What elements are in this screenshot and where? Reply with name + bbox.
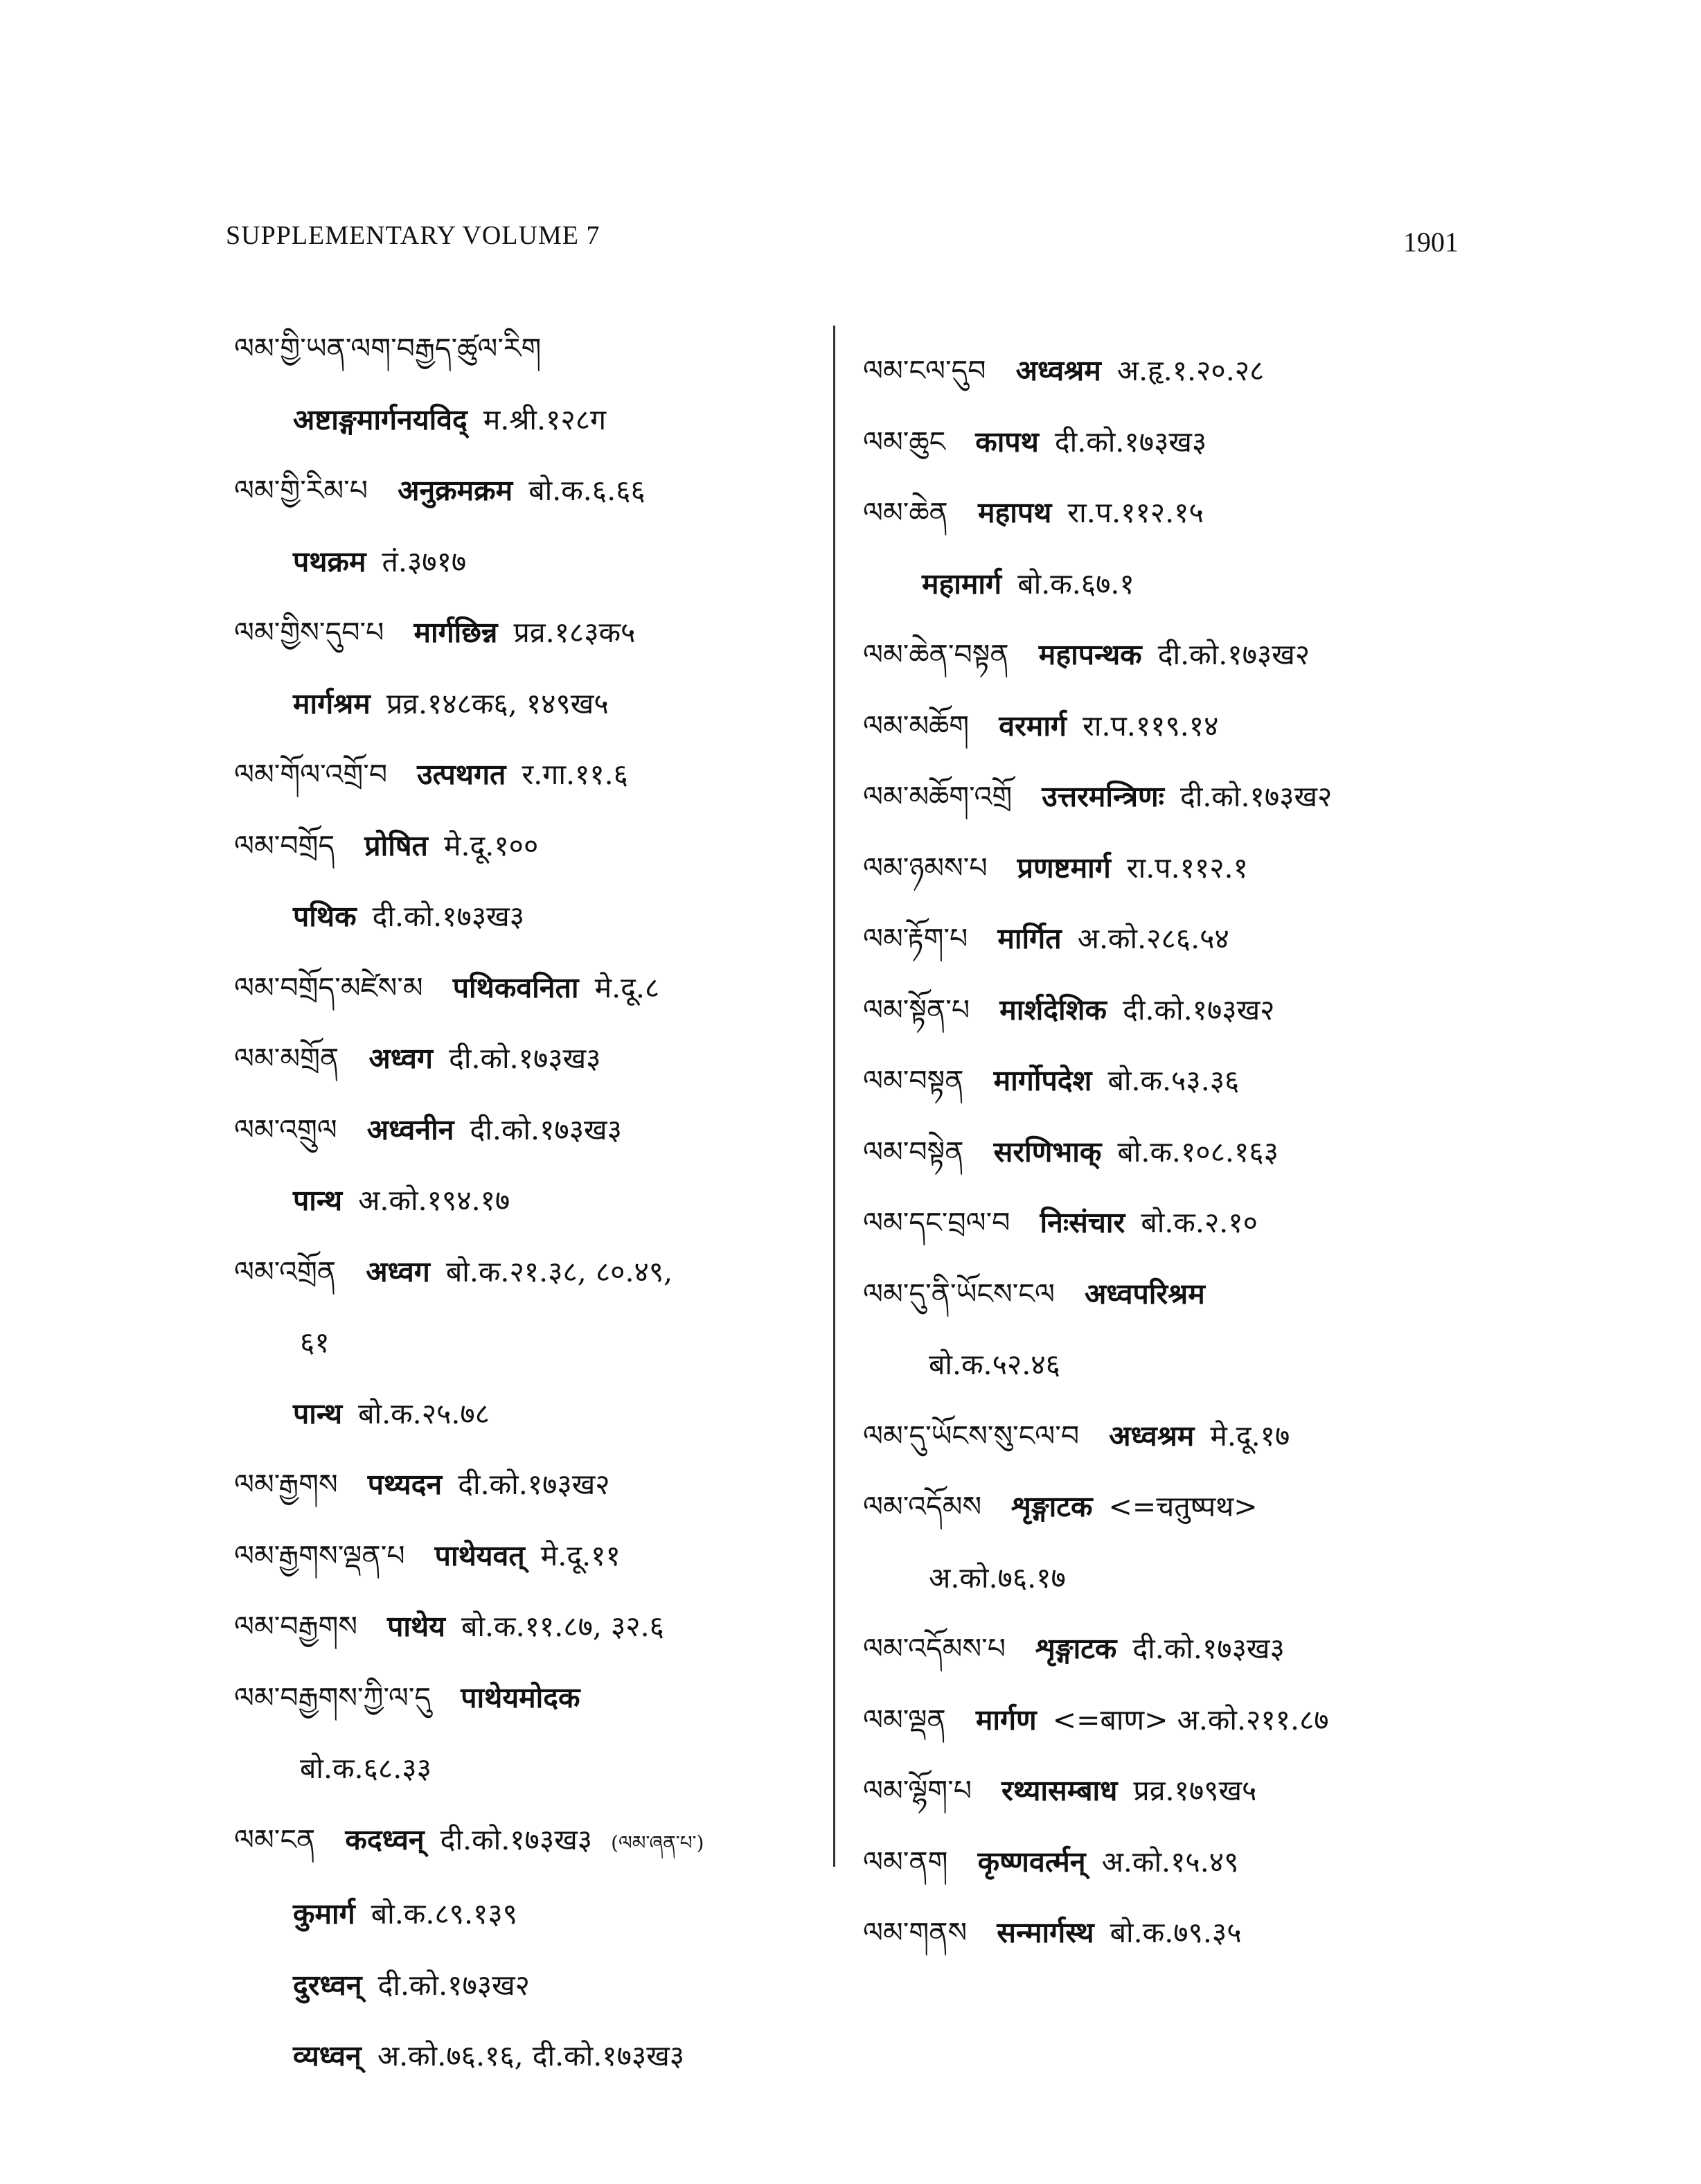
source-reference: बो.क.१०८.१६३ (1117, 1135, 1279, 1169)
source-reference: अ.को.१९४.१७ (358, 1184, 510, 1217)
source-reference: मे.दू.१७ (1210, 1419, 1290, 1453)
entry-continuation (863, 1329, 1459, 1401)
source-reference: बो.क.२५.७८ (358, 1396, 490, 1430)
dictionary-entry (863, 975, 1459, 1046)
dictionary-entry (234, 1449, 823, 1520)
source-reference: मे.दू.११ (540, 1538, 621, 1572)
source-reference: रा.प.११२.१५ (1067, 496, 1204, 529)
source-reference: दी.को.१७३ख३ (1132, 1632, 1285, 1665)
source-reference: अ.को.१५.४९ (1101, 1845, 1239, 1879)
sanskrit-equivalent: पाथेय (387, 1610, 445, 1643)
running-header: SUPPLEMENTARY VOLUME 7 (226, 221, 600, 250)
sanskrit-equivalent: कदध्वन् (345, 1822, 425, 1856)
entry-note: (ལམ་ཞན་པ་) (611, 1831, 704, 1854)
source-reference: बो.क.५२.४६ (929, 1348, 1060, 1381)
tibetan-headword: ལམ་སྟོན་པ (863, 993, 970, 1027)
sanskrit-equivalent: पथ्यदन (367, 1468, 443, 1501)
sanskrit-equivalent: अनुक्रमक्रम (398, 474, 513, 507)
tibetan-headword: ལམ་ཆེན་བསྟན (863, 638, 1009, 671)
sanskrit-equivalent: शृङ्गाटक (1011, 1490, 1093, 1523)
tibetan-headword: ལམ་བསྟེན (863, 1135, 964, 1169)
sanskrit-equivalent: दुरध्वन् (293, 1968, 362, 2002)
entry-continuation (234, 1950, 823, 2021)
tibetan-headword: ལམ་ལྷོག་པ (863, 1774, 972, 1807)
source-reference: दी.को.१७३ख२ (1157, 638, 1310, 671)
dictionary-entry (863, 407, 1459, 478)
dictionary-entry (234, 810, 823, 882)
sanskrit-equivalent: महामार्ग (922, 567, 1002, 601)
source-reference: बो.क.६८.३३ (300, 1752, 431, 1785)
tibetan-headword: ལམ་མཆོག (863, 709, 970, 743)
dictionary-entry (234, 1094, 823, 1166)
source-reference: बो.क.११.८७, ३२.६ (461, 1610, 664, 1643)
sanskrit-equivalent: मार्गित (997, 922, 1062, 955)
source-reference: म.श्री.१२८ग (483, 402, 607, 436)
tibetan-headword: ལམ་འདོམས་པ (863, 1632, 1006, 1665)
source-reference: दी.को.१७३ख३ (440, 1822, 593, 1856)
tibetan-headword: ལམ་འགྲུལ (234, 1112, 337, 1146)
tibetan-headword: ལམ་ངལ་དུབ (863, 354, 986, 387)
source-reference: <=बाण> अ.को.२११.८७ (1052, 1703, 1329, 1737)
right-column (863, 335, 1459, 1969)
sanskrit-equivalent: अध्वनीन (366, 1112, 454, 1146)
dictionary-entry (234, 313, 823, 384)
sanskrit-equivalent: पथिक (293, 900, 357, 933)
source-reference: तं.३७१७ (382, 544, 467, 578)
left-column (234, 313, 823, 2092)
sanskrit-equivalent: प्रोषित (364, 828, 428, 862)
sanskrit-equivalent: महापथ (977, 496, 1052, 529)
source-reference: र.गा.११.६ (522, 758, 628, 791)
dictionary-entry (863, 477, 1459, 549)
tibetan-headword: ལམ་གྱི་རིམ་པ (234, 474, 368, 507)
source-reference: <=चतुष्पथ> (1108, 1490, 1258, 1523)
tibetan-headword: ལམ་རྟོག་པ (863, 922, 968, 955)
sanskrit-equivalent: रथ्यासम्बाध (1001, 1774, 1118, 1807)
sanskrit-equivalent: निःसंचार (1040, 1206, 1125, 1239)
source-reference: दी.को.१७३ख२ (1179, 780, 1333, 813)
dictionary-entry (863, 1117, 1459, 1188)
dictionary-entry (863, 1187, 1459, 1259)
tibetan-headword: ལམ་གྱི་ཡན་ལག་བརྒྱད་ཚུལ་རིག (234, 332, 542, 365)
sanskrit-equivalent: अध्वश्रम (1109, 1419, 1195, 1453)
source-reference: बो.क.२१.३८, ८०.४९, (445, 1254, 673, 1288)
dictionary-entry (863, 1259, 1459, 1330)
dictionary-entry (863, 903, 1459, 975)
dictionary-entry (234, 1236, 823, 1308)
source-reference: दी.को.१७३ख२ (458, 1468, 610, 1501)
source-reference: प्रव्र.१७९ख५ (1133, 1774, 1257, 1807)
sanskrit-equivalent: पान्थ (293, 1396, 343, 1430)
source-reference: दी.को.१७३ख३ (470, 1112, 622, 1146)
tibetan-headword: ལམ་མཆོག་འགྲོ (863, 780, 1013, 813)
entry-continuation (234, 881, 823, 952)
tibetan-headword: ལམ་བརྒྱགས་ཀྱི་ལ་དུ (234, 1680, 431, 1714)
source-reference: दी.को.१७३ख३ (449, 1042, 601, 1075)
tibetan-headword: ལམ་ཆུང (863, 425, 946, 459)
entry-continuation (863, 549, 1459, 620)
sanskrit-equivalent: सन्मार्गस्थ (997, 1916, 1094, 1949)
entry-continuation (234, 384, 823, 456)
source-reference: अ.को.२८६.५४ (1077, 922, 1229, 955)
source-reference: बो.क.८९.१३९ (371, 1897, 517, 1930)
sanskrit-equivalent: महापन्थक (1038, 638, 1142, 671)
tibetan-headword: ལམ་གྱིས་དུབ་པ (234, 616, 384, 649)
sanskrit-equivalent: प्रणष्टमार्ग (1017, 851, 1111, 885)
source-reference: बो.क.२.१० (1141, 1206, 1258, 1239)
entry-continuation (234, 1733, 823, 1804)
sanskrit-equivalent: वरमार्ग (999, 709, 1067, 743)
sanskrit-equivalent: सरणिभाक् (993, 1135, 1102, 1169)
dictionary-entry (234, 739, 823, 810)
source-reference: दी.को.१७३ख३ (372, 900, 525, 933)
tibetan-headword: ལམ་ངན (234, 1822, 316, 1856)
dictionary-entry (863, 1401, 1459, 1472)
dictionary-entry (234, 952, 823, 1024)
source-reference: मे.दू.१०० (443, 828, 539, 862)
entry-continuation (234, 1307, 823, 1378)
tibetan-headword: ལམ་བརྒྱགས (234, 1610, 358, 1643)
sanskrit-equivalent: कापथ (975, 425, 1039, 459)
dictionary-entry (863, 619, 1459, 691)
sanskrit-equivalent: उत्तरमन्त्रिणः (1042, 780, 1164, 813)
source-reference: अ.हृ.१.२०.२८ (1116, 354, 1265, 387)
sanskrit-equivalent: पाथेयवत् (434, 1538, 525, 1572)
entry-continuation (234, 1378, 823, 1450)
tibetan-headword: ལམ་ཆེན (863, 496, 948, 529)
tibetan-headword: ལམ་ཉམས་པ (863, 851, 988, 885)
source-reference: दी.को.१७३ख३ (1054, 425, 1207, 459)
dictionary-entry (234, 1662, 823, 1734)
source-reference: दी.को.१७३ख२ (377, 1968, 530, 2002)
entry-continuation (234, 2021, 823, 2092)
dictionary-entry (863, 1685, 1459, 1756)
source-reference: दी.को.१७३ख२ (1123, 993, 1275, 1027)
entry-continuation (234, 668, 823, 740)
tibetan-headword: ལམ་བགྲོད་མཛེས་མ (234, 970, 423, 1004)
tibetan-headword: ལམ་དུ་ནི་ཡོངས་ངལ (863, 1277, 1055, 1311)
tibetan-headword: ལམ་ལྡན (863, 1703, 946, 1737)
dictionary-entry (863, 1755, 1459, 1827)
dictionary-entry (234, 1520, 823, 1592)
sanskrit-equivalent: मार्गछिन्न (413, 616, 498, 649)
tibetan-headword: ལམ་འདོམས (863, 1490, 982, 1523)
sanskrit-equivalent: मार्गश्रम (293, 686, 371, 720)
dictionary-entry (863, 335, 1459, 407)
dictionary-entry (863, 761, 1459, 833)
source-reference: मे.दू.८ (594, 970, 660, 1004)
tibetan-headword: ལམ་རྒྱགས (234, 1468, 338, 1501)
dictionary-entry (234, 455, 823, 526)
sanskrit-equivalent: कुमार्ग (293, 1897, 355, 1930)
source-reference: बो.क.६७.१ (1017, 567, 1134, 601)
sanskrit-equivalent: मार्गोपदेश (993, 1064, 1092, 1097)
sanskrit-equivalent: अध्वश्रम (1015, 354, 1101, 387)
sanskrit-equivalent: अष्टाङ्गमार्गनयविद् (293, 402, 467, 436)
sanskrit-equivalent: कृष्णवर्त्मन् (977, 1845, 1086, 1879)
source-reference: रा.प.११२.१ (1126, 851, 1248, 885)
source-reference: अ.को.७६.१६, दी.को.१७३ख३ (377, 2039, 685, 2072)
tibetan-headword: ལམ་དུ་ཡོངས་སུ་ངལ་བ (863, 1419, 1080, 1453)
tibetan-headword: ལམ་གོལ་འགྲོ་བ (234, 758, 388, 791)
dictionary-entry (863, 833, 1459, 904)
dictionary-entry (234, 597, 823, 668)
dictionary-entry (863, 1897, 1459, 1969)
source-reference: प्रव्र.१८३क५ (513, 616, 636, 649)
sanskrit-equivalent: मार्शदेशिक (999, 993, 1107, 1027)
entry-continuation (234, 1165, 823, 1236)
tibetan-headword: ལམ་གནས (863, 1916, 968, 1949)
sanskrit-equivalent: उत्पथगत (417, 758, 506, 791)
tibetan-headword: ལམ་འགྲོན (234, 1254, 337, 1288)
sanskrit-equivalent: मार्गण (975, 1703, 1037, 1737)
tibetan-headword: ལམ་མགྲོན (234, 1042, 339, 1075)
sanskrit-equivalent: पान्थ (293, 1184, 343, 1217)
column-divider (833, 326, 835, 1867)
entry-continuation (234, 526, 823, 598)
tibetan-headword: ལམ་ནག (863, 1845, 948, 1879)
source-reference: बो.क.५३.३६ (1107, 1064, 1240, 1097)
dictionary-entry (234, 1804, 823, 1879)
tibetan-headword: ལམ་རྒྱགས་ལྡན་པ (234, 1538, 405, 1572)
source-reference: बो.क.७९.३५ (1110, 1916, 1242, 1949)
sanskrit-equivalent: अध्वग (368, 1042, 434, 1075)
page-number: 1901 (1403, 227, 1459, 258)
source-reference: ६१ (300, 1326, 330, 1359)
source-reference: प्रव्र.१४८क६, १४९ख५ (386, 686, 609, 720)
sanskrit-equivalent: व्यध्वन् (293, 2039, 362, 2072)
sanskrit-equivalent: अध्वग (366, 1254, 430, 1288)
source-reference: अ.को.७६.१७ (929, 1561, 1066, 1595)
tibetan-headword: ལམ་དང་བྲལ་བ (863, 1206, 1010, 1239)
entry-continuation (234, 1879, 823, 1950)
sanskrit-equivalent: पथिकवनिता (452, 970, 579, 1004)
tibetan-headword: ལམ་བགྲོད (234, 828, 335, 862)
dictionary-entry (234, 1023, 823, 1094)
dictionary-entry (863, 1613, 1459, 1685)
dictionary-entry (863, 1471, 1459, 1543)
source-reference: बो.क.६.६६ (528, 474, 645, 507)
sanskrit-equivalent: शृङ्गाटक (1035, 1632, 1117, 1665)
sanskrit-equivalent: पथक्रम (293, 544, 366, 578)
tibetan-headword: ལམ་བསྟན (863, 1064, 964, 1097)
source-reference: रा.प.११९.१४ (1083, 709, 1219, 743)
sanskrit-equivalent: पाथेयमोदक (461, 1680, 580, 1714)
sanskrit-equivalent: अध्वपरिश्रम (1084, 1277, 1205, 1311)
entry-continuation (863, 1543, 1459, 1614)
dictionary-entry (234, 1591, 823, 1662)
dictionary-entry (863, 1827, 1459, 1898)
dictionary-entry (863, 691, 1459, 762)
dictionary-entry (863, 1045, 1459, 1117)
